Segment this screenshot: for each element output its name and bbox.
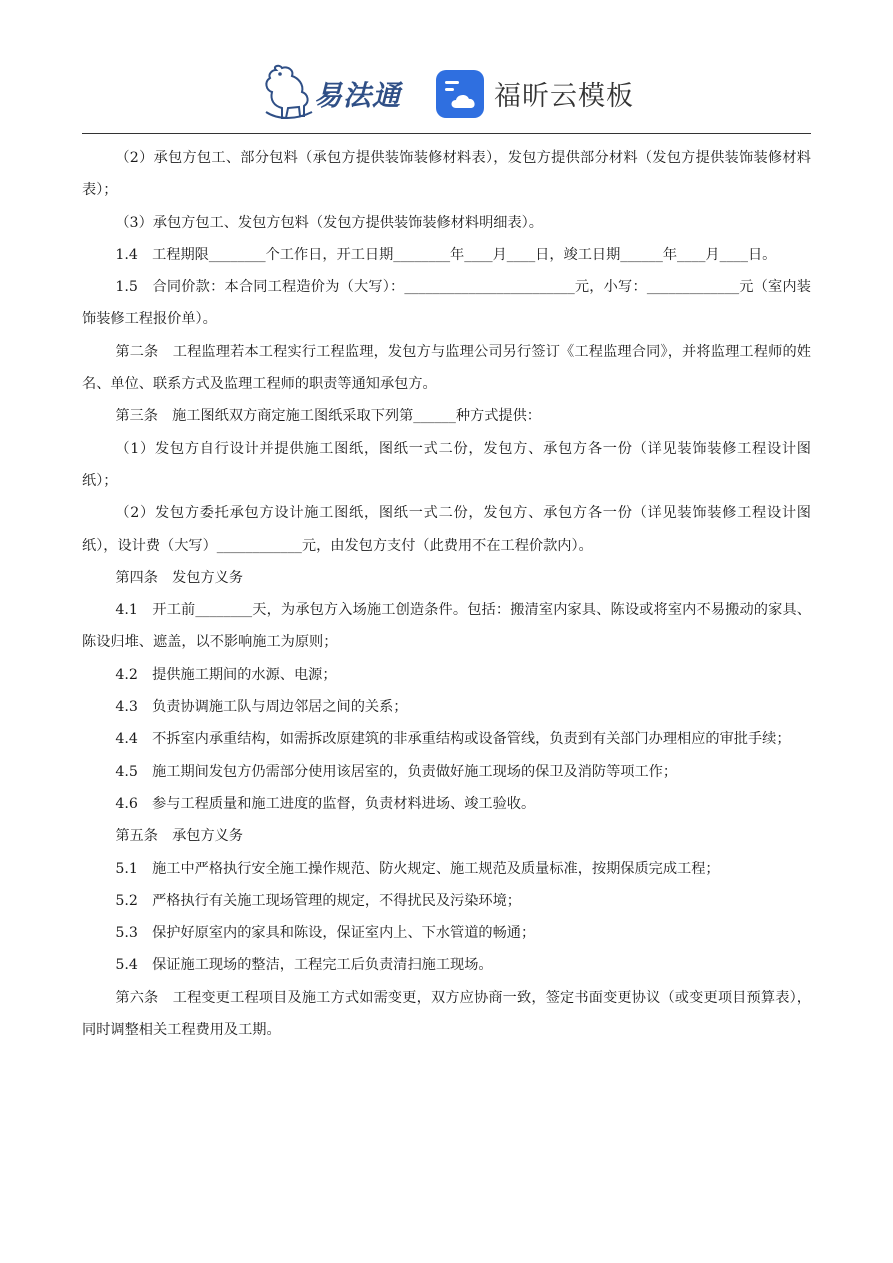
clause-4-4: 4.4 不拆室内承重结构，如需拆改原建筑的非承重结构或设备管线，负责到有关部门办理相应的审批手续； xyxy=(115,731,791,748)
fuxin-cloud-template-logo xyxy=(434,66,644,122)
clause-5-3: 5.3 保护好原室内的家具和陈设，保证室内上、下水管道的畅通； xyxy=(115,925,536,942)
yifatong-logo-text: 易法通 xyxy=(314,79,402,112)
drawings-option-2: （2）发包方委托承包方设计施工图纸，图纸一式二份，发包方、承包方各一份（详见装饰装修工程设计图纸），设计费（大写）____________元，由发包方支付（此费用不在工程价款内）。 xyxy=(82,505,811,554)
clause-4-6: 4.6 参与工程质量和施工进度的监督，负责材料进场、竣工验收。 xyxy=(115,795,536,812)
article-5-heading: 第五条 承包方义务 xyxy=(115,828,244,845)
clause-5-2: 5.2 严格执行有关施工现场管理的规定，不得扰民及污染环境； xyxy=(115,892,521,909)
horse-emblem-icon xyxy=(258,62,316,124)
article-2-supervision: 第二条 工程监理若本工程实行工程监理，发包方与监理公司另行签订《工程监理合同》，并将监理工程师的姓名、单位、联系方式及监理工程师的职责等通知承包方。 xyxy=(82,343,811,393)
paragraph-1-5-price: 1.5 合同价款：本合同工程造价为（大写）：________________________元，小写：_____________元（室内装饰装修工程报价单）。 xyxy=(82,279,811,328)
clause-4-5: 4.5 施工期间发包方仍需部分使用该居室的，负责做好施工现场的保卫及消防等项工作； xyxy=(115,763,678,780)
fuxin-cloud-template-text: 福昕云模板 xyxy=(494,81,634,112)
paragraph-option-2: （2）承包方包工、部分包料（承包方提供装饰装修材料表），发包方提供部分材料（发包方提供装饰装修材料表）； xyxy=(82,150,811,199)
contract-body xyxy=(82,142,811,1046)
article-4-heading: 第四条 发包方义务 xyxy=(115,569,244,586)
drawings-option-1: （1）发包方自行设计并提供施工图纸，图纸一式二份，发包方、承包方各一份（详见装饰装修工程设计图纸）； xyxy=(82,440,811,489)
article-6-changes: 第六条 工程变更工程项目及施工方式如需变更，双方应协商一致，签定书面变更协议（或变更项目预算表），同时调整相关工程费用及工期。 xyxy=(82,989,811,1039)
page-header xyxy=(0,58,893,128)
article-3-drawings: 第三条 施工图纸双方商定施工图纸采取下列第______种方式提供： xyxy=(115,408,541,425)
clause-5-1: 5.1 施工中严格执行安全施工操作规范、防火规定、施工规范及质量标准，按期保质完成工程； xyxy=(115,860,720,877)
paragraph-option-3: （3）承包方包工、发包方包料（发包方提供装饰装修材料明细表）。 xyxy=(115,214,543,231)
clause-4-1: 4.1 开工前________天，为承包方入场施工创造条件。包括：搬清室内家具、陈设或将室内不易搬动的家具、陈设归堆、遮盖，以不影响施工为原则； xyxy=(82,602,811,651)
header-divider xyxy=(82,133,811,134)
paragraph-1-4-term: 1.4 工程期限________个工作日，开工日期________年____月____日，竣工日期______年____月____日。 xyxy=(115,246,777,263)
clause-5-4: 5.4 保证施工现场的整洁，工程完工后负责清扫施工现场。 xyxy=(115,957,493,974)
cloud-document-icon xyxy=(434,68,486,120)
yifatong-logo xyxy=(258,60,418,124)
clause-4-2: 4.2 提供施工期间的水源、电源； xyxy=(115,666,337,683)
clause-4-3: 4.3 负责协调施工队与周边邻居之间的关系； xyxy=(115,699,408,716)
